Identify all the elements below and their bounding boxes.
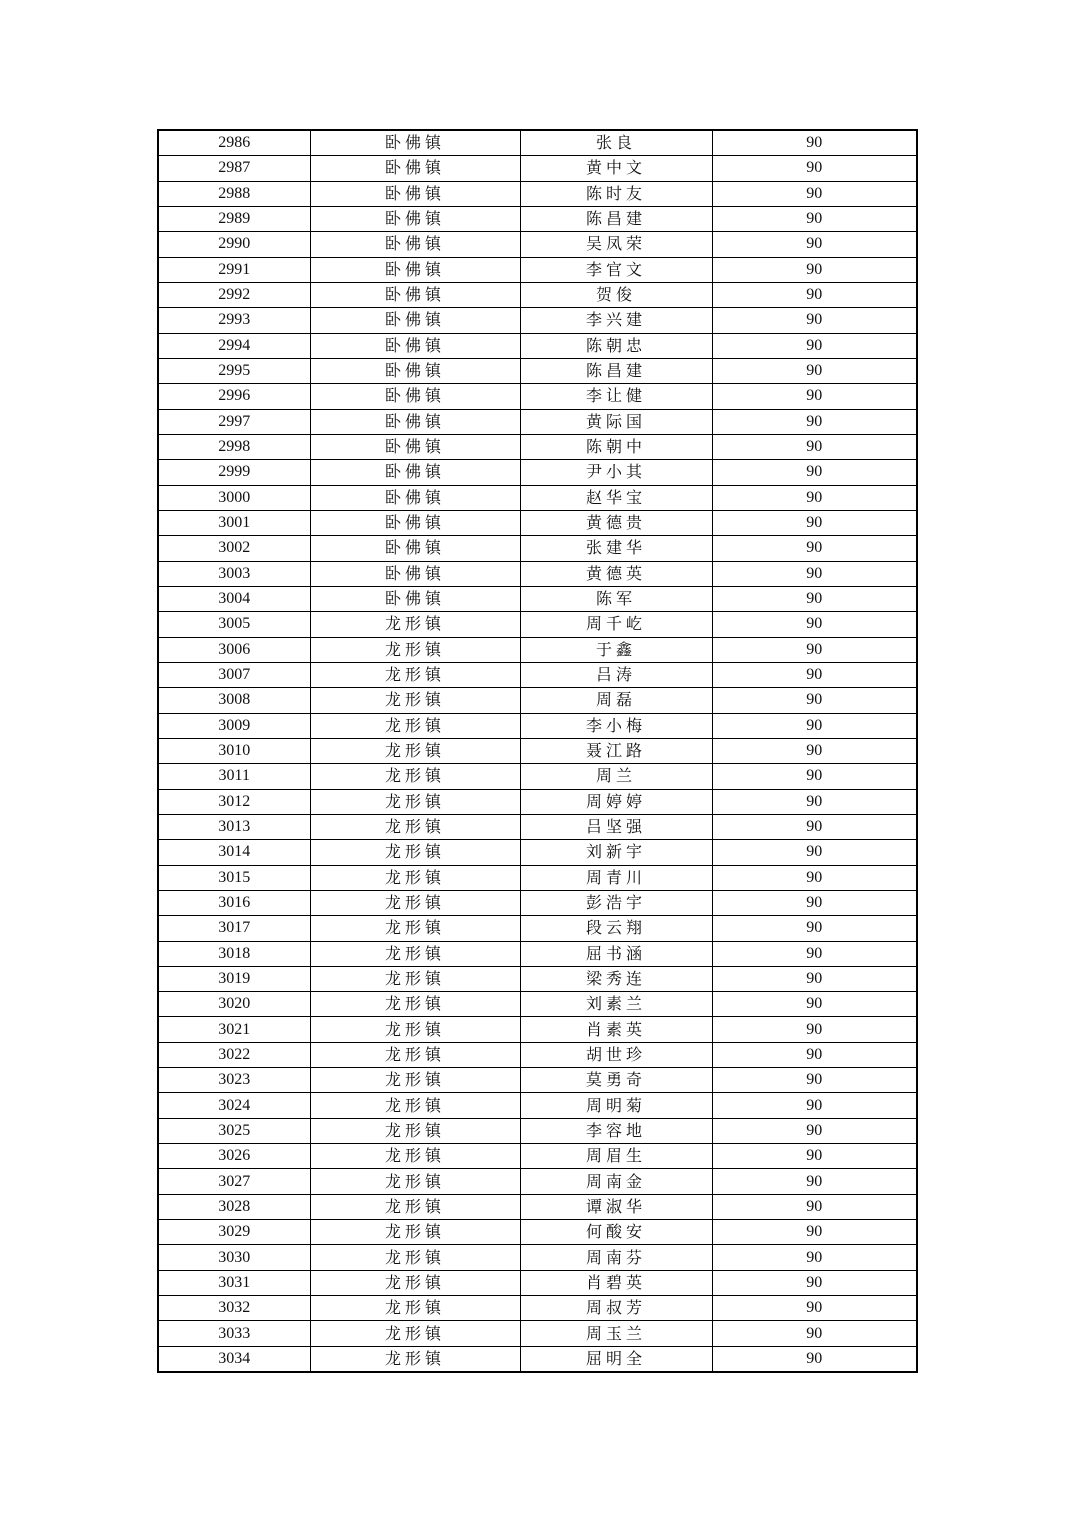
- amount-cell: 90: [712, 586, 917, 611]
- town-cell: 龙形镇: [310, 1093, 520, 1118]
- amount-cell: 90: [712, 916, 917, 941]
- town-cell: 卧佛镇: [310, 409, 520, 434]
- person-name-cell: 陈时友: [520, 181, 712, 206]
- row-number-cell: 2995: [158, 358, 310, 383]
- town-cell: 龙形镇: [310, 890, 520, 915]
- town-cell: 卧佛镇: [310, 510, 520, 535]
- row-number-cell: 2997: [158, 409, 310, 434]
- town-cell: 龙形镇: [310, 1118, 520, 1143]
- amount-cell: 90: [712, 333, 917, 358]
- town-cell: 龙形镇: [310, 1321, 520, 1346]
- amount-cell: 90: [712, 510, 917, 535]
- table-row: [158, 333, 917, 358]
- table-row: [158, 966, 917, 991]
- row-number-cell: 3003: [158, 561, 310, 586]
- row-number-cell: 3008: [158, 688, 310, 713]
- row-number-cell: 3033: [158, 1321, 310, 1346]
- amount-cell: 90: [712, 1017, 917, 1042]
- person-name-cell: 肖碧英: [520, 1270, 712, 1295]
- person-name-cell: 胡世珍: [520, 1042, 712, 1067]
- amount-cell: 90: [712, 1144, 917, 1169]
- person-name-cell: 梁秀连: [520, 966, 712, 991]
- row-number-cell: 2987: [158, 156, 310, 181]
- town-cell: 龙形镇: [310, 814, 520, 839]
- amount-cell: 90: [712, 1118, 917, 1143]
- town-cell: 卧佛镇: [310, 308, 520, 333]
- town-cell: 龙形镇: [310, 688, 520, 713]
- person-name-cell: 刘新宇: [520, 840, 712, 865]
- row-number-cell: 3024: [158, 1093, 310, 1118]
- table-row: [158, 1093, 917, 1118]
- row-number-cell: 3021: [158, 1017, 310, 1042]
- person-name-cell: 谭淑华: [520, 1194, 712, 1219]
- table-row: [158, 156, 917, 181]
- person-name-cell: 李兴建: [520, 308, 712, 333]
- person-name-cell: 张建华: [520, 536, 712, 561]
- table-row: [158, 1321, 917, 1346]
- amount-cell: 90: [712, 181, 917, 206]
- person-name-cell: 周婷婷: [520, 789, 712, 814]
- town-cell: 龙形镇: [310, 941, 520, 966]
- amount-cell: 90: [712, 1346, 917, 1372]
- amount-cell: 90: [712, 688, 917, 713]
- person-name-cell: 陈昌建: [520, 206, 712, 231]
- person-name-cell: 李官文: [520, 257, 712, 282]
- person-name-cell: 李让健: [520, 384, 712, 409]
- table-row: [158, 1169, 917, 1194]
- table-row: [158, 764, 917, 789]
- row-number-cell: 3005: [158, 612, 310, 637]
- row-number-cell: 3032: [158, 1296, 310, 1321]
- table-row: [158, 434, 917, 459]
- person-name-cell: 陈朝忠: [520, 333, 712, 358]
- table-row: [158, 688, 917, 713]
- row-number-cell: 3015: [158, 865, 310, 890]
- amount-cell: 90: [712, 536, 917, 561]
- table-row: [158, 713, 917, 738]
- amount-cell: 90: [712, 738, 917, 763]
- row-number-cell: 3020: [158, 992, 310, 1017]
- row-number-cell: 3009: [158, 713, 310, 738]
- row-number-cell: 3034: [158, 1346, 310, 1372]
- row-number-cell: 3004: [158, 586, 310, 611]
- town-cell: 龙形镇: [310, 1042, 520, 1067]
- table-row: [158, 181, 917, 206]
- town-cell: 龙形镇: [310, 637, 520, 662]
- amount-cell: 90: [712, 1296, 917, 1321]
- row-number-cell: 2986: [158, 130, 310, 156]
- row-number-cell: 3016: [158, 890, 310, 915]
- town-cell: 卧佛镇: [310, 384, 520, 409]
- row-number-cell: 3027: [158, 1169, 310, 1194]
- town-cell: 卧佛镇: [310, 333, 520, 358]
- table-row: [158, 1245, 917, 1270]
- amount-cell: 90: [712, 460, 917, 485]
- person-name-cell: 何酸安: [520, 1220, 712, 1245]
- town-cell: 卧佛镇: [310, 232, 520, 257]
- table-row: [158, 1270, 917, 1295]
- table-row: [158, 1220, 917, 1245]
- person-name-cell: 肖素英: [520, 1017, 712, 1042]
- row-number-cell: 2989: [158, 206, 310, 231]
- town-cell: 龙形镇: [310, 840, 520, 865]
- table-row: [158, 1194, 917, 1219]
- table-row: [158, 1346, 917, 1372]
- town-cell: 龙形镇: [310, 738, 520, 763]
- person-name-cell: 段云翔: [520, 916, 712, 941]
- amount-cell: 90: [712, 561, 917, 586]
- row-number-cell: 3000: [158, 485, 310, 510]
- person-name-cell: 黄德英: [520, 561, 712, 586]
- amount-cell: 90: [712, 1093, 917, 1118]
- row-number-cell: 3022: [158, 1042, 310, 1067]
- person-name-cell: 彭浩宇: [520, 890, 712, 915]
- amount-cell: 90: [712, 358, 917, 383]
- person-name-cell: 周明菊: [520, 1093, 712, 1118]
- amount-cell: 90: [712, 130, 917, 156]
- person-name-cell: 于鑫: [520, 637, 712, 662]
- town-cell: 龙形镇: [310, 1017, 520, 1042]
- table-row: [158, 865, 917, 890]
- town-cell: 卧佛镇: [310, 257, 520, 282]
- row-number-cell: 3025: [158, 1118, 310, 1143]
- table-row: [158, 1068, 917, 1093]
- amount-cell: 90: [712, 282, 917, 307]
- town-cell: 龙形镇: [310, 1144, 520, 1169]
- person-name-cell: 周眉生: [520, 1144, 712, 1169]
- town-cell: 卧佛镇: [310, 460, 520, 485]
- table-row: [158, 536, 917, 561]
- row-number-cell: 2998: [158, 434, 310, 459]
- table-row: [158, 232, 917, 257]
- amount-cell: 90: [712, 1270, 917, 1295]
- row-number-cell: 2991: [158, 257, 310, 282]
- table-row: [158, 1296, 917, 1321]
- table-row: [158, 358, 917, 383]
- amount-cell: 90: [712, 637, 917, 662]
- amount-cell: 90: [712, 992, 917, 1017]
- table-row: [158, 890, 917, 915]
- amount-cell: 90: [712, 1068, 917, 1093]
- person-name-cell: 陈军: [520, 586, 712, 611]
- amount-cell: 90: [712, 257, 917, 282]
- table-row: [158, 308, 917, 333]
- person-name-cell: 吕坚强: [520, 814, 712, 839]
- town-cell: 龙形镇: [310, 992, 520, 1017]
- town-cell: 龙形镇: [310, 1296, 520, 1321]
- amount-cell: 90: [712, 384, 917, 409]
- town-cell: 卧佛镇: [310, 485, 520, 510]
- amount-cell: 90: [712, 814, 917, 839]
- amount-cell: 90: [712, 764, 917, 789]
- person-name-cell: 周青川: [520, 865, 712, 890]
- amount-cell: 90: [712, 308, 917, 333]
- row-number-cell: 3018: [158, 941, 310, 966]
- amount-cell: 90: [712, 890, 917, 915]
- town-cell: 龙形镇: [310, 1194, 520, 1219]
- person-name-cell: 尹小其: [520, 460, 712, 485]
- table-row: [158, 409, 917, 434]
- town-cell: 龙形镇: [310, 1220, 520, 1245]
- amount-cell: 90: [712, 662, 917, 687]
- table-row: [158, 612, 917, 637]
- person-name-cell: 周玉兰: [520, 1321, 712, 1346]
- amount-cell: 90: [712, 966, 917, 991]
- town-cell: 龙形镇: [310, 612, 520, 637]
- row-number-cell: 3012: [158, 789, 310, 814]
- row-number-cell: 2992: [158, 282, 310, 307]
- amount-cell: 90: [712, 1220, 917, 1245]
- row-number-cell: 2990: [158, 232, 310, 257]
- table-row: [158, 814, 917, 839]
- row-number-cell: 3011: [158, 764, 310, 789]
- table-row: [158, 561, 917, 586]
- town-cell: 龙形镇: [310, 1346, 520, 1372]
- town-cell: 龙形镇: [310, 713, 520, 738]
- row-number-cell: 3006: [158, 637, 310, 662]
- town-cell: 龙形镇: [310, 1169, 520, 1194]
- amount-cell: 90: [712, 206, 917, 231]
- table-row: [158, 941, 917, 966]
- amount-cell: 90: [712, 1042, 917, 1067]
- town-cell: 龙形镇: [310, 865, 520, 890]
- row-number-cell: 3001: [158, 510, 310, 535]
- town-cell: 卧佛镇: [310, 282, 520, 307]
- person-name-cell: 黄中文: [520, 156, 712, 181]
- row-number-cell: 3007: [158, 662, 310, 687]
- person-name-cell: 吴凤荣: [520, 232, 712, 257]
- table-row: [158, 282, 917, 307]
- amount-cell: 90: [712, 1194, 917, 1219]
- row-number-cell: 2994: [158, 333, 310, 358]
- table-row: [158, 206, 917, 231]
- person-name-cell: 李小梅: [520, 713, 712, 738]
- table-row: [158, 738, 917, 763]
- person-name-cell: 聂江路: [520, 738, 712, 763]
- amount-cell: 90: [712, 612, 917, 637]
- person-name-cell: 周磊: [520, 688, 712, 713]
- row-number-cell: 2999: [158, 460, 310, 485]
- row-number-cell: 3031: [158, 1270, 310, 1295]
- town-cell: 龙形镇: [310, 1270, 520, 1295]
- person-name-cell: 张良: [520, 130, 712, 156]
- person-name-cell: 周兰: [520, 764, 712, 789]
- row-number-cell: 2993: [158, 308, 310, 333]
- person-name-cell: 陈昌建: [520, 358, 712, 383]
- table-row: [158, 840, 917, 865]
- person-name-cell: 周千屹: [520, 612, 712, 637]
- table-row: [158, 916, 917, 941]
- person-name-cell: 屈明全: [520, 1346, 712, 1372]
- table-row: [158, 460, 917, 485]
- person-name-cell: 李容地: [520, 1118, 712, 1143]
- amount-cell: 90: [712, 156, 917, 181]
- person-name-cell: 吕涛: [520, 662, 712, 687]
- person-name-cell: 贺俊: [520, 282, 712, 307]
- amount-cell: 90: [712, 865, 917, 890]
- row-number-cell: 3030: [158, 1245, 310, 1270]
- person-name-cell: 赵华宝: [520, 485, 712, 510]
- table-row: [158, 789, 917, 814]
- row-number-cell: 2988: [158, 181, 310, 206]
- table-row: [158, 1017, 917, 1042]
- table-row: [158, 637, 917, 662]
- row-number-cell: 3028: [158, 1194, 310, 1219]
- amount-cell: 90: [712, 1245, 917, 1270]
- row-number-cell: 3017: [158, 916, 310, 941]
- person-name-cell: 周南芬: [520, 1245, 712, 1270]
- town-cell: 龙形镇: [310, 1245, 520, 1270]
- town-cell: 卧佛镇: [310, 156, 520, 181]
- amount-cell: 90: [712, 941, 917, 966]
- town-cell: 龙形镇: [310, 662, 520, 687]
- table-row: [158, 1118, 917, 1143]
- row-number-cell: 3002: [158, 536, 310, 561]
- table-row: [158, 384, 917, 409]
- town-cell: 龙形镇: [310, 789, 520, 814]
- town-cell: 卧佛镇: [310, 561, 520, 586]
- town-cell: 卧佛镇: [310, 536, 520, 561]
- town-cell: 卧佛镇: [310, 130, 520, 156]
- town-cell: 卧佛镇: [310, 586, 520, 611]
- amount-cell: 90: [712, 232, 917, 257]
- table-row: [158, 1042, 917, 1067]
- town-cell: 龙形镇: [310, 764, 520, 789]
- roster-table: [157, 129, 918, 1373]
- amount-cell: 90: [712, 434, 917, 459]
- amount-cell: 90: [712, 840, 917, 865]
- table-row: [158, 586, 917, 611]
- person-name-cell: 周叔芳: [520, 1296, 712, 1321]
- town-cell: 龙形镇: [310, 1068, 520, 1093]
- roster-table-body: [158, 130, 917, 1372]
- town-cell: 卧佛镇: [310, 181, 520, 206]
- amount-cell: 90: [712, 789, 917, 814]
- person-name-cell: 刘素兰: [520, 992, 712, 1017]
- amount-cell: 90: [712, 1169, 917, 1194]
- amount-cell: 90: [712, 485, 917, 510]
- amount-cell: 90: [712, 713, 917, 738]
- row-number-cell: 3026: [158, 1144, 310, 1169]
- person-name-cell: 黄际国: [520, 409, 712, 434]
- row-number-cell: 3019: [158, 966, 310, 991]
- row-number-cell: 3013: [158, 814, 310, 839]
- table-row: [158, 485, 917, 510]
- town-cell: 卧佛镇: [310, 206, 520, 231]
- table-row: [158, 257, 917, 282]
- person-name-cell: 黄德贵: [520, 510, 712, 535]
- table-row: [158, 510, 917, 535]
- table-row: [158, 662, 917, 687]
- amount-cell: 90: [712, 409, 917, 434]
- person-name-cell: 陈朝中: [520, 434, 712, 459]
- row-number-cell: 3023: [158, 1068, 310, 1093]
- town-cell: 龙形镇: [310, 916, 520, 941]
- town-cell: 卧佛镇: [310, 358, 520, 383]
- table-row: [158, 992, 917, 1017]
- person-name-cell: 屈书涵: [520, 941, 712, 966]
- amount-cell: 90: [712, 1321, 917, 1346]
- town-cell: 卧佛镇: [310, 434, 520, 459]
- town-cell: 龙形镇: [310, 966, 520, 991]
- row-number-cell: 2996: [158, 384, 310, 409]
- person-name-cell: 莫勇奇: [520, 1068, 712, 1093]
- row-number-cell: 3014: [158, 840, 310, 865]
- row-number-cell: 3010: [158, 738, 310, 763]
- table-row: [158, 130, 917, 156]
- person-name-cell: 周南金: [520, 1169, 712, 1194]
- table-row: [158, 1144, 917, 1169]
- row-number-cell: 3029: [158, 1220, 310, 1245]
